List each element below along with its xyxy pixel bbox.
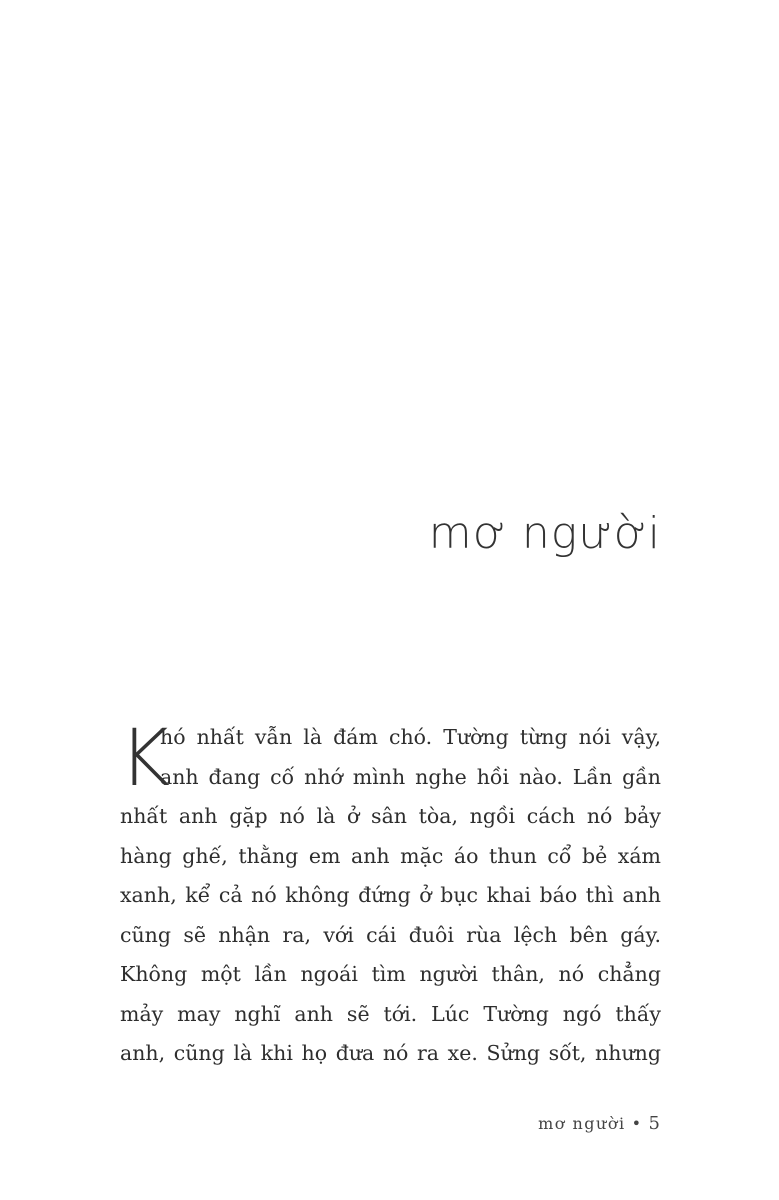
text-line: cũng sẽ nhận ra, với cái đuôi rùa lệch bên gáy. (120, 922, 661, 947)
text-line: hó nhất vẫn là đám chó. Tường từng nói vậy, (160, 725, 661, 749)
text-line: hàng ghế, thằng em anh mặc áo thun cổ bẻ xám (120, 843, 661, 868)
text-line: anh đang cố nhớ mình nghe hồi nào. Lần gần (160, 764, 661, 789)
text-line: Không một lần ngoái tìm người thân, nó chẳng (120, 962, 661, 986)
running-title: mơ người (538, 1114, 626, 1133)
text-line: anh, cũng là khi họ đưa nó ra xe. Sửng sốt, nhưng (120, 1041, 661, 1065)
page-number: 5 (648, 1113, 660, 1134)
text-line: mảy may nghĩ anh sẽ tới. Lúc Tường ngó thấy (120, 1001, 661, 1026)
drop-cap: K (119, 714, 171, 804)
footer-separator: • (631, 1114, 643, 1133)
text-line: xanh, kể cả nó không đứng ở bục khai báo thì anh (120, 883, 661, 907)
page-footer (538, 1113, 660, 1134)
text-line: nhất anh gặp nó là ở sân tòa, ngồi cách nó bảy (120, 804, 661, 828)
body-text (119, 714, 661, 1074)
chapter-title: mơ người (428, 508, 661, 559)
